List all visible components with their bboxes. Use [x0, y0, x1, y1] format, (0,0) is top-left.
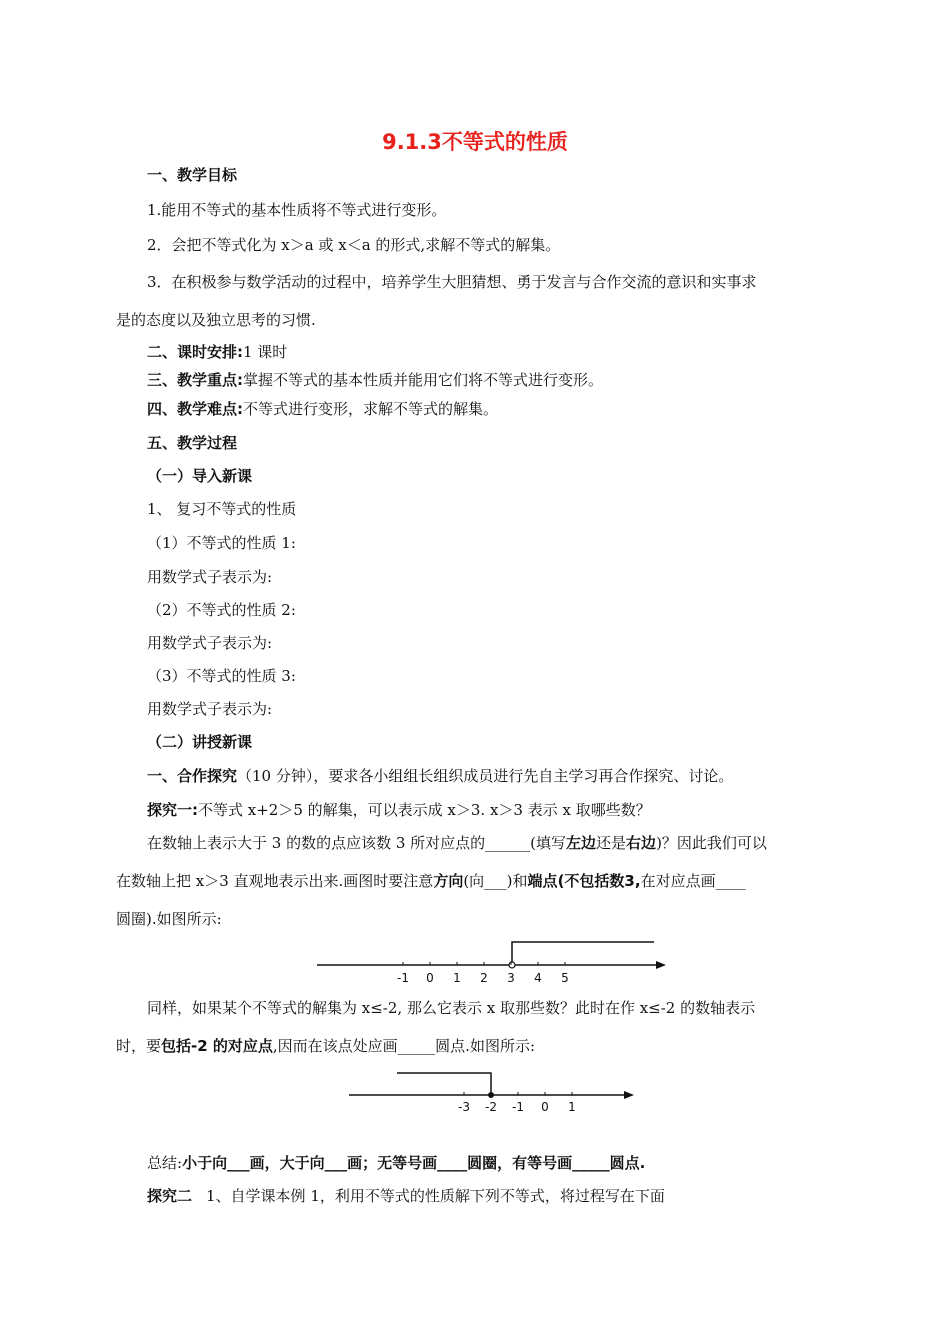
summary-label: 总结: — [147, 1154, 183, 1172]
paragraph-5-text: 时，要 — [116, 1037, 162, 1055]
axis-1-tick-label: 3 — [507, 971, 515, 985]
endpoint-label: 端点 — [527, 872, 558, 890]
exploration-2-label: 探究二 — [147, 1187, 193, 1205]
closed-dot-minus-2 — [488, 1092, 494, 1098]
exploration-1-text: 不等式 x+2＞5 的解集，可以表示成 x＞3. x＞3 表示 x 取哪些数？ — [198, 801, 651, 819]
axis-2-tick-label: -3 — [458, 1100, 470, 1114]
difficulty-label: 四、教学难点: — [147, 400, 243, 418]
goal-3-line-2: 是的态度以及独立思考的习惯. — [116, 311, 316, 329]
axis-1-arrow — [656, 961, 666, 969]
process-heading: 五、教学过程 — [147, 434, 238, 452]
axis-2-arrow — [624, 1091, 634, 1099]
property-2: （2）不等式的性质 2: — [147, 601, 296, 619]
key-label: 三、教学重点: — [147, 371, 243, 389]
paragraph-1-end: )？因此我们可以 — [656, 834, 767, 852]
axis-1-tick-label: 0 — [426, 971, 434, 985]
axis-1-tick-label: 1 — [453, 971, 461, 985]
difficulty — [147, 399, 498, 419]
axis-2-tick-label: 0 — [541, 1100, 549, 1114]
property-1: （1）不等式的性质 1: — [147, 534, 296, 552]
right-option: 右边 — [626, 834, 657, 852]
cooperation-label: 一、合作探究 — [147, 767, 238, 785]
exploration-1 — [147, 800, 651, 820]
left-option: 左边 — [566, 834, 597, 852]
paragraph-5-end: ,因而在该点处应画_____圆点.如图所示: — [272, 1037, 535, 1055]
goal-2: 2．会把不等式化为 x＞a 或 x＜a 的形式,求解不等式的解集。 — [147, 236, 561, 254]
property-3: （3）不等式的性质 3: — [147, 667, 296, 685]
difficulty-value: 不等式进行变形，求解不等式的解集。 — [243, 400, 499, 418]
direction-blank: (向___)和 — [463, 872, 528, 890]
expression-1: 用数学式子表示为: — [147, 568, 273, 586]
goals-heading: 一、教学目标 — [147, 166, 238, 184]
paragraph-1-text: 在数轴上表示大于 3 的数的点应该数 3 所对应点的______(填写 — [147, 834, 567, 852]
axis-1-tick-label: 5 — [561, 971, 569, 985]
exploration-2 — [147, 1186, 665, 1206]
key-value: 掌握不等式的基本性质并能用它们将不等式进行变形。 — [243, 371, 604, 389]
expression-3: 用数学式子表示为: — [147, 700, 273, 718]
review-item: 1、 复习不等式的性质 — [147, 500, 297, 518]
schedule-label: 二、课时安排: — [147, 343, 243, 361]
summary — [147, 1153, 645, 1173]
axis-1-tick-label: 4 — [534, 971, 542, 985]
goal-1: 1.能用不等式的基本性质将不等式进行变形。 — [147, 201, 447, 219]
part-2-heading: （二）讲授新课 — [147, 733, 253, 751]
paragraph-3: 圆圈).如图所示: — [116, 910, 222, 928]
axis-2-tick-label: 1 — [568, 1100, 576, 1114]
solution-ray-1 — [512, 942, 654, 962]
cooperation — [147, 766, 733, 786]
include-point-text: 包括-2 的对应点 — [161, 1037, 273, 1055]
axis-1-tick-label: -1 — [397, 971, 409, 985]
axis-2-tick-label: -2 — [485, 1100, 497, 1114]
or-text: 还是 — [596, 834, 627, 852]
paragraph-2 — [116, 871, 746, 891]
paragraph-2-text: 在数轴上把 x＞3 直观地表示出来.画图时要注意 — [116, 872, 434, 890]
goal-3-line-1: 3．在积极参与数学活动的过程中，培养学生大胆猜想、勇于发言与合作交流的意识和实事求 — [147, 273, 757, 291]
paragraph-1 — [147, 833, 767, 853]
paragraph-2-end: 在对应点画____ — [640, 872, 746, 890]
expression-2: 用数学式子表示为: — [147, 634, 273, 652]
axis-2-tick-label: -1 — [512, 1100, 524, 1114]
cooperation-text: （10 分钟），要求各小组组长组织成员进行先自主学习再合作探究、讨论。 — [237, 767, 734, 785]
open-circle-3 — [509, 962, 515, 968]
exploration-2-text: 1、自学课本例 1，利用不等式的性质解下列不等式，将过程写在下面 — [206, 1187, 665, 1205]
endpoint-note: (不包括数3, — [557, 872, 641, 890]
part-1-heading: （一）导入新课 — [147, 467, 253, 485]
schedule — [147, 342, 287, 362]
page-title: 9.1.3不等式的性质 — [382, 130, 568, 154]
direction-label: 方向 — [433, 872, 464, 890]
key-point — [147, 370, 603, 390]
summary-text: 小于向___画，大于向___画；无等号画____圆圈，有等号画_____圆点. — [182, 1154, 646, 1172]
exploration-1-label: 探究一: — [147, 801, 198, 819]
schedule-value: 1 课时 — [243, 343, 288, 361]
solution-ray-2 — [397, 1073, 491, 1093]
paragraph-4: 同样，如果某个不等式的解集为 x≤-2, 那么它表示 x 取那些数？此时在作 x≤-2 的数轴表示 — [147, 999, 756, 1017]
paragraph-5 — [116, 1036, 535, 1056]
axis-1-tick-label: 2 — [480, 971, 488, 985]
